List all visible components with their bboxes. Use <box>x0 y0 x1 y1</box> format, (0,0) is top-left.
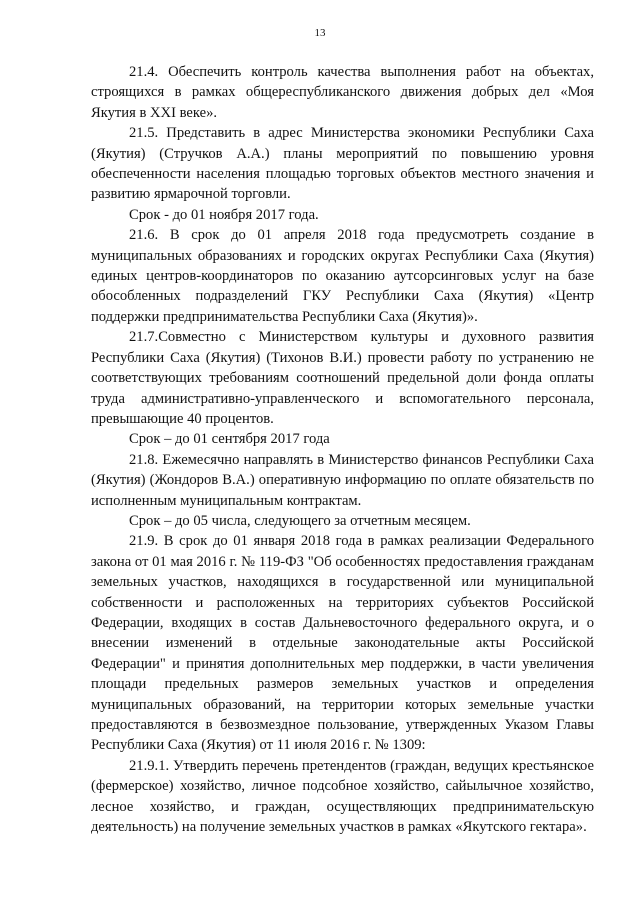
paragraph-21-7: 21.7.Совместно с Министерством культуры и духовного развития Республики Саха (Якутия) (Тихонов В.И.) провести работу по устранению не соответствующих требованиям соотношений предельной доли фонда оплаты труда административно-управленческого и вспомогательного персонала, превышающие 40 процентов. <box>91 329 594 427</box>
paragraph-21-5: 21.5. Представить в адрес Министерства экономики Республики Саха (Якутия) (Стручков А.А.) планы мероприятий по повышению уровня обеспеченности населения площадью торговых объектов местного значения и развитию ярмарочной торговли. <box>91 125 594 203</box>
page-number: 13 <box>314 27 326 39</box>
deadline-21-8: Срок – до 05 числа, следующего за отчетным месяцем. <box>129 512 471 529</box>
paragraph-21-9-1: 21.9.1. Утвердить перечень претендентов (граждан, ведущих крестьянское (фермерское) хозяйство, личное подсобное хозяйство, сайылычное хозяйство, лесное хозяйство, и граждан, осуществляющих предпринимательскую деятельность) на получение земельных участков в рамках «Якутского гектара». <box>91 757 594 836</box>
paragraph-21-6: 21.6. В срок до 01 апреля 2018 года предусмотреть создание в муниципальных образованиях и городских округах Республики Саха (Якутия) единых центров-координаторов по оказанию аутсорсинговых услуг на базе обособленных подразделений ГКУ Республики Саха (Якутия) «Центр поддержки предпринимательства Республики Саха (Якутия)». <box>91 227 594 325</box>
deadline-21-7: Срок – до 01 сентября 2017 года <box>129 431 330 448</box>
paragraph-21-4: 21.4. Обеспечить контроль качества выполнения работ на объектах, строящихся в рамках общереспубликанского движения добрых дел «Моя Якутия в XXI веке». <box>91 64 594 121</box>
paragraph-21-8: 21.8. Ежемесячно направлять в Министерство финансов Республики Саха (Якутия) (Жондоров В.А.) оперативную информацию по оплате обязательств по исполненным муниципальным контрактам. <box>91 451 594 509</box>
deadline-21-5: Срок - до 01 ноября 2017 года. <box>129 206 319 223</box>
document-body <box>91 62 594 837</box>
paragraph-21-9: 21.9. В срок до 01 января 2018 года в рамках реализации Федерального закона от 01 мая 2016 г. № 119-ФЗ "Об особенностях предоставления гражданам земельных участков, находящихся в государственной или муниципальной собственности и расположенных на территориях субъектов Российской Федерации, входящих в состав Дальневосточного федерального округа, и о внесении изменений в отдельные законодательные акты Российской Федерации" и принятия дополнительных мер поддержки, в части увеличения площади предельных размеров земельных участков и определения муниципальных образований, на территории которых земельные участки предоставляются в безвозмездное пользование, утвержденных Указом Главы Республики Саха (Якутия) от 11 июля 2016 г. № 1309: <box>91 533 594 754</box>
